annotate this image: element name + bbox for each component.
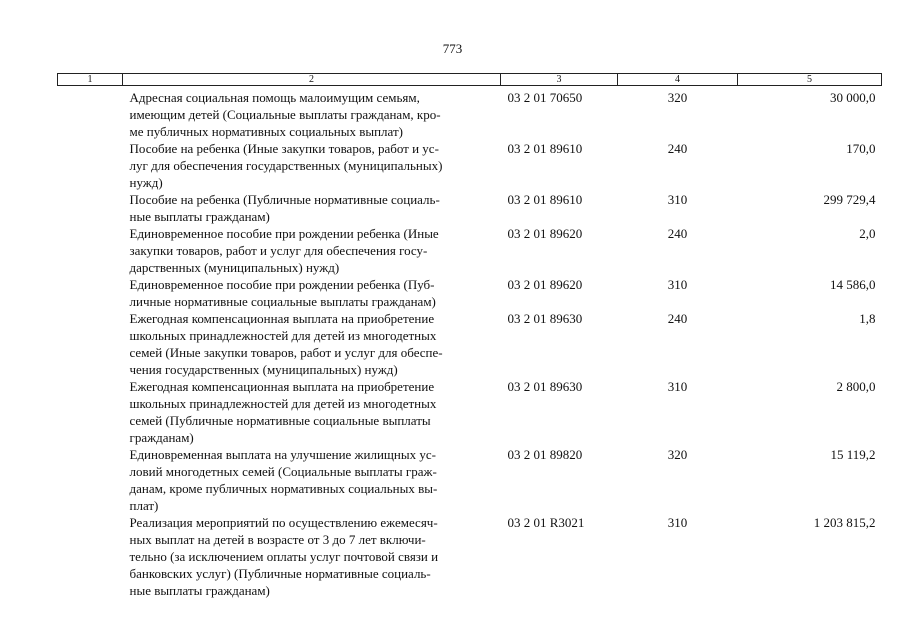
row-code: 03 2 01 89610 (507, 141, 583, 156)
row-amount: 2 800,0 (836, 379, 876, 394)
row-amount: 1 203 815,2 (813, 515, 876, 530)
table-header (58, 74, 882, 86)
row-name: Адресная социальная помощь малоимущим семьям, имеющим детей (Социальные выплаты гражданам, кро- ме публичных нормативных социальных выплат) (129, 90, 441, 139)
row-code: 03 2 01 89610 (507, 192, 583, 207)
row-code: 03 2 01 R3021 (507, 515, 585, 530)
row-code: 03 2 01 89620 (507, 226, 583, 241)
column-header-2: 2 (123, 74, 501, 86)
column-header-5: 5 (738, 74, 882, 86)
row-expense-type: 310 (667, 379, 688, 394)
row-code: 03 2 01 70650 (507, 90, 583, 105)
row-number-cell (58, 310, 123, 378)
row-number-cell (58, 191, 123, 225)
row-expense-type: 310 (667, 277, 688, 292)
table-row (58, 514, 882, 599)
row-number-cell (58, 378, 123, 446)
row-number-cell (58, 514, 123, 599)
row-expense-type: 310 (667, 192, 688, 207)
column-header-1: 1 (58, 74, 123, 86)
row-amount: 1,8 (859, 311, 876, 326)
row-number-cell (58, 446, 123, 514)
column-header-3: 3 (501, 74, 618, 86)
row-name: Ежегодная компенсационная выплата на приобретение школьных принадлежностей для детей из многодетных семей (Иные закупки товаров, работ и услуг для обеспе- чения государственных (муниципальных) нужд) (129, 311, 443, 377)
row-expense-type: 310 (667, 515, 688, 530)
row-name: Единовременная выплата на улучшение жилищных ус- ловий многодетных семей (Социальные выплаты граж- данам, кроме публичных нормативных социальных вы- плат) (129, 447, 438, 513)
table-row (58, 378, 882, 446)
row-name: Реализация мероприятий по осуществлению ежемесяч- ных выплат на детей в возрасте от 3 до 7 лет включи- тельно (за исключением оплаты услуг почтовой связи и банковских услуг) (Публичные нормативные социаль- ные выплаты гражданам) (129, 515, 439, 598)
column-header-4: 4 (618, 74, 738, 86)
table-row (58, 86, 882, 141)
row-expense-type: 320 (667, 90, 688, 105)
row-amount: 30 000,0 (830, 90, 876, 105)
row-number-cell (58, 225, 123, 276)
page-number: 773 (442, 41, 463, 56)
row-number-cell (58, 140, 123, 191)
budget-table (57, 73, 882, 599)
row-name: Пособие на ребенка (Иные закупки товаров, работ и ус- луг для обеспечения государственных (муниципальных) нужд) (129, 141, 443, 190)
row-code: 03 2 01 89820 (507, 447, 583, 462)
row-expense-type: 320 (667, 447, 688, 462)
table-row (58, 446, 882, 514)
table-row (58, 191, 882, 225)
table-row (58, 225, 882, 276)
row-name: Единовременное пособие при рождении ребенка (Пуб- личные нормативные социальные выплаты гражданам) (129, 277, 436, 309)
table-row (58, 276, 882, 310)
table-body (58, 86, 882, 600)
row-amount: 299 729,4 (823, 192, 876, 207)
row-name: Единовременное пособие при рождении ребенка (Иные закупки товаров, работ и услуг для обеспечения госу- дарственных (муниципальных) нужд) (129, 226, 439, 275)
row-amount: 14 586,0 (830, 277, 876, 292)
row-code: 03 2 01 89620 (507, 277, 583, 292)
table-row (58, 310, 882, 378)
row-expense-type: 240 (667, 226, 688, 241)
row-expense-type: 240 (667, 311, 688, 326)
row-code: 03 2 01 89630 (507, 379, 583, 394)
row-expense-type: 240 (667, 141, 688, 156)
table-row (58, 140, 882, 191)
row-name: Пособие на ребенка (Публичные нормативные социаль- ные выплаты гражданам) (129, 192, 440, 224)
row-amount: 170,0 (846, 141, 876, 156)
row-number-cell (58, 276, 123, 310)
row-number-cell (58, 86, 123, 141)
row-amount: 15 119,2 (830, 447, 876, 462)
row-code: 03 2 01 89630 (507, 311, 583, 326)
column-number-row (58, 74, 882, 86)
row-name: Ежегодная компенсационная выплата на приобретение школьных принадлежностей для детей из многодетных семей (Публичные нормативные социальные выплаты гражданам) (129, 379, 437, 445)
row-amount: 2,0 (859, 226, 876, 241)
